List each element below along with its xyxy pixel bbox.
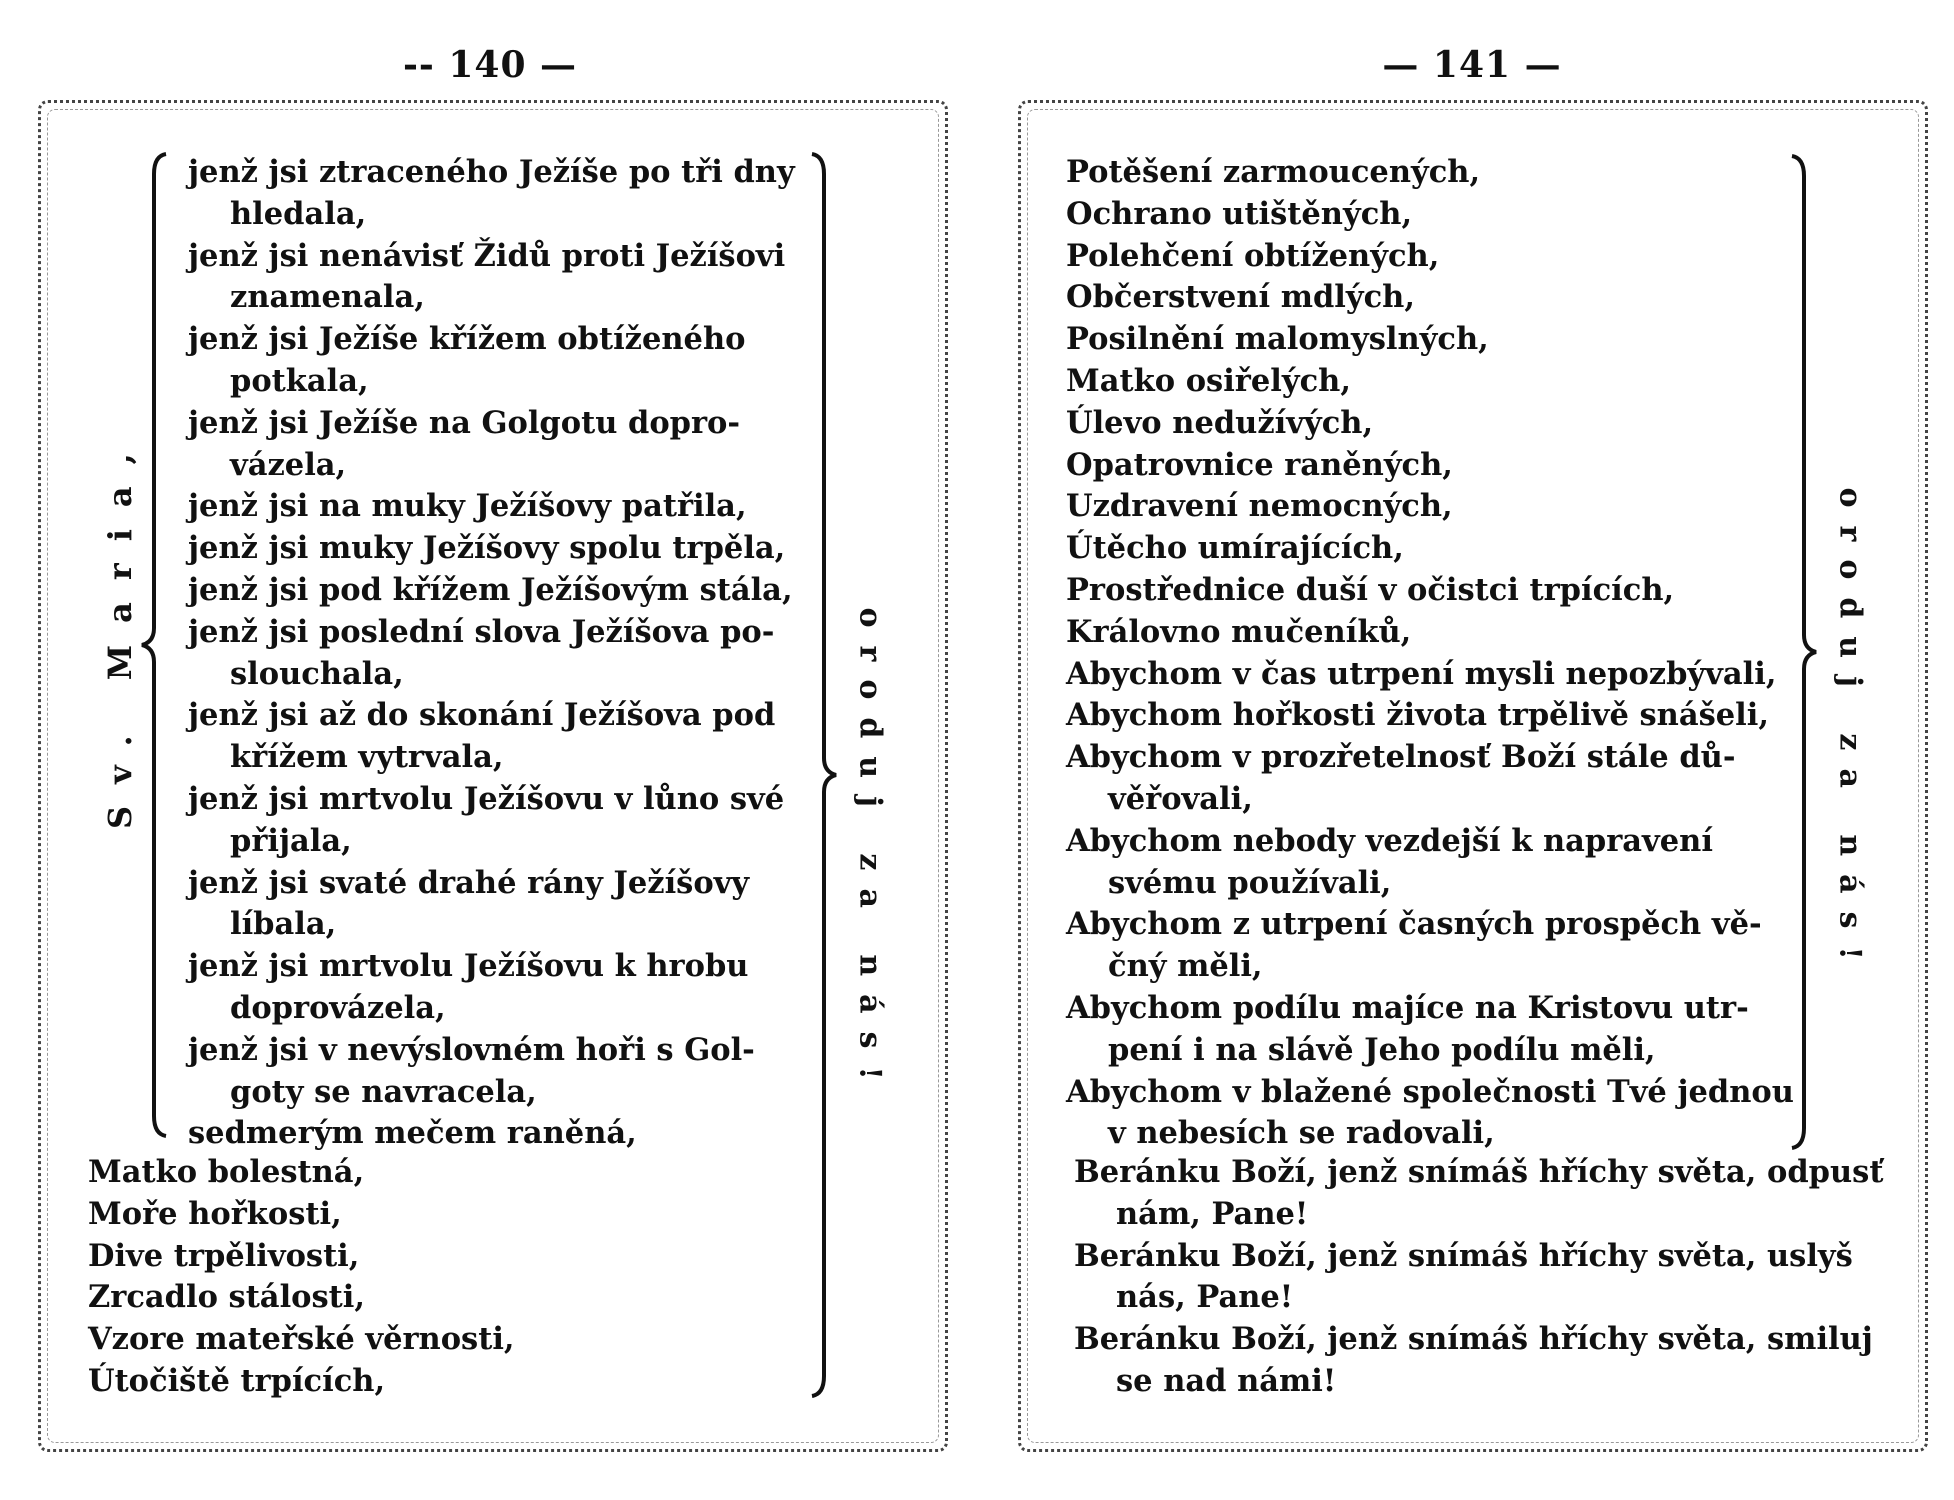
left-response-label: oroduj za nás! (852, 607, 888, 1098)
right-litany-line: Matko osiřelých, (1066, 362, 1351, 399)
right-page-number: — 141 — (1382, 44, 1562, 86)
right-litany-line: Polehčení obtížených, (1066, 237, 1440, 274)
right-litany-line-continuation: čný měli, (1108, 948, 1263, 985)
right-response-label: oroduj za nás! (1832, 487, 1868, 978)
left-bracket-lines (188, 152, 795, 1155)
right-litany-line: Občerstvení mdlých, (1066, 279, 1415, 316)
left-litany-line: jenž jsi ztraceného Ježíše po tři dny (188, 154, 795, 190)
left-invocation-line: Útočiště trpících, (88, 1362, 386, 1399)
left-litany-line-continuation: potkala, (230, 362, 369, 399)
left-litany-line-continuation: znamenala, (230, 279, 425, 316)
right-litany-line: Úlevo nedužívých, (1066, 404, 1374, 441)
left-litany-line: jenž jsi svaté drahé rány Ježíšovy (188, 864, 750, 901)
right-agnus-line-continuation: nás, Pane! (1116, 1279, 1294, 1316)
left-litany-line: jenž jsi mrtvolu Ježíšovu v lůno své (188, 780, 785, 817)
left-litany-line: jenž jsi Ježíše křížem obtíženého (188, 321, 746, 358)
left-litany-line: jenž jsi až do skonání Ježíšova pod (188, 697, 776, 734)
left-litany-line-continuation: vázela, (230, 446, 347, 483)
right-agnus-line: Beránku Boží, jenž snímáš hříchy světa, uslyš (1074, 1237, 1853, 1274)
left-litany-line: jenž jsi poslední slova Ježíšova po- (188, 613, 775, 650)
right-litany-line: Prostřednice duší v očistci trpících, (1066, 571, 1675, 608)
left-litany-line-continuation: doprovázela, (230, 989, 446, 1026)
right-bracket-lines (1066, 152, 1794, 1155)
right-litany-line-continuation: v nebesích se radovali, (1108, 1115, 1495, 1152)
right-litany-line: Abychom hořkosti života trpělivě snášeli, (1066, 697, 1769, 734)
left-litany-line: jenž jsi Ježíše na Golgotu dopro- (188, 404, 741, 441)
left-litany-line-continuation: goty se navracela, (230, 1073, 537, 1110)
right-agnus-line: Beránku Boží, jenž snímáš hříchy světa, odpusť (1074, 1154, 1884, 1190)
right-litany-line: Královno mučeníků, (1066, 613, 1412, 650)
left-litany-line-continuation: slouchala, (230, 655, 404, 692)
left-right-brace (808, 150, 838, 1400)
right-litany-line: Abychom v čas utrpení mysli nepozbývali, (1066, 655, 1777, 692)
left-invocation-line: Dive trpělivosti, (88, 1237, 360, 1274)
right-litany-line: Abychom z utrpení časných prospěch vě- (1066, 906, 1762, 943)
left-litany-line: jenž jsi muky Ježíšovy spolu trpěla, (188, 530, 786, 567)
right-free-lines (1074, 1152, 1883, 1403)
right-agnus-line-continuation: nám, Pane! (1116, 1195, 1309, 1232)
left-invocation-line: Vzore mateřské věrnosti, (88, 1321, 515, 1358)
left-litany-line: jenž jsi nenávisť Židů proti Ježíšovi (188, 237, 786, 274)
left-litany-line-continuation: přijala, (230, 822, 352, 859)
left-litany-line-continuation: hledala, (230, 195, 367, 232)
right-agnus-line-continuation: se nad námi! (1116, 1362, 1337, 1399)
left-page-number: -- 140 — (402, 44, 578, 86)
right-litany-line: Abychom v blažené společnosti Tvé jednou (1066, 1073, 1794, 1110)
left-litany-line: jenž jsi v nevýslovném hoři s Gol- (188, 1031, 755, 1068)
left-litany-line: jenž jsi na muky Ježíšovy patřila, (188, 488, 747, 525)
left-invocation-line: Zrcadlo stálosti, (88, 1279, 365, 1316)
left-litany-line-continuation: křížem vytrvala, (230, 739, 504, 776)
right-litany-line: Opatrovnice raněných, (1066, 446, 1453, 483)
left-brace (140, 150, 170, 1140)
right-litany-line: Útěcho umírajících, (1066, 530, 1404, 567)
left-litany-line: jenž jsi pod křížem Ježíšovým stála, (188, 571, 793, 608)
left-invocation-line: Moře hořkosti, (88, 1195, 342, 1232)
right-litany-line-continuation: pení i na slávě Jeho podílu měli, (1108, 1031, 1656, 1068)
left-litany-line-continuation: líbala, (230, 906, 337, 943)
left-litany-line: jenž jsi mrtvolu Ježíšovu k hrobu (188, 948, 749, 985)
right-litany-line: Uzdravení nemocných, (1066, 488, 1453, 525)
right-litany-line: Potěšení zarmoucených, (1066, 154, 1481, 190)
right-agnus-line: Beránku Boží, jenž snímáš hříchy světa, smiluj (1074, 1321, 1873, 1358)
left-litany-line: sedmerým mečem raněná, (188, 1115, 637, 1152)
right-litany-line: Posilnění malomyslných, (1066, 321, 1489, 358)
right-litany-line-continuation: svému používali, (1108, 864, 1392, 901)
left-invocation-line: Matko bolestná, (88, 1154, 365, 1190)
right-litany-line: Ochrano utištěných, (1066, 195, 1413, 232)
left-free-lines (88, 1152, 515, 1403)
right-litany-line-continuation: věřovali, (1108, 780, 1253, 817)
left-side-label: Sv. Maria, (101, 431, 139, 829)
right-litany-line: Abychom podílu majíce na Kristovu utr- (1066, 989, 1749, 1026)
right-litany-line: Abychom nebody vezdejší k napravení (1066, 822, 1713, 859)
right-litany-line: Abychom v prozřetelnosť Boží stále dů- (1066, 739, 1736, 776)
